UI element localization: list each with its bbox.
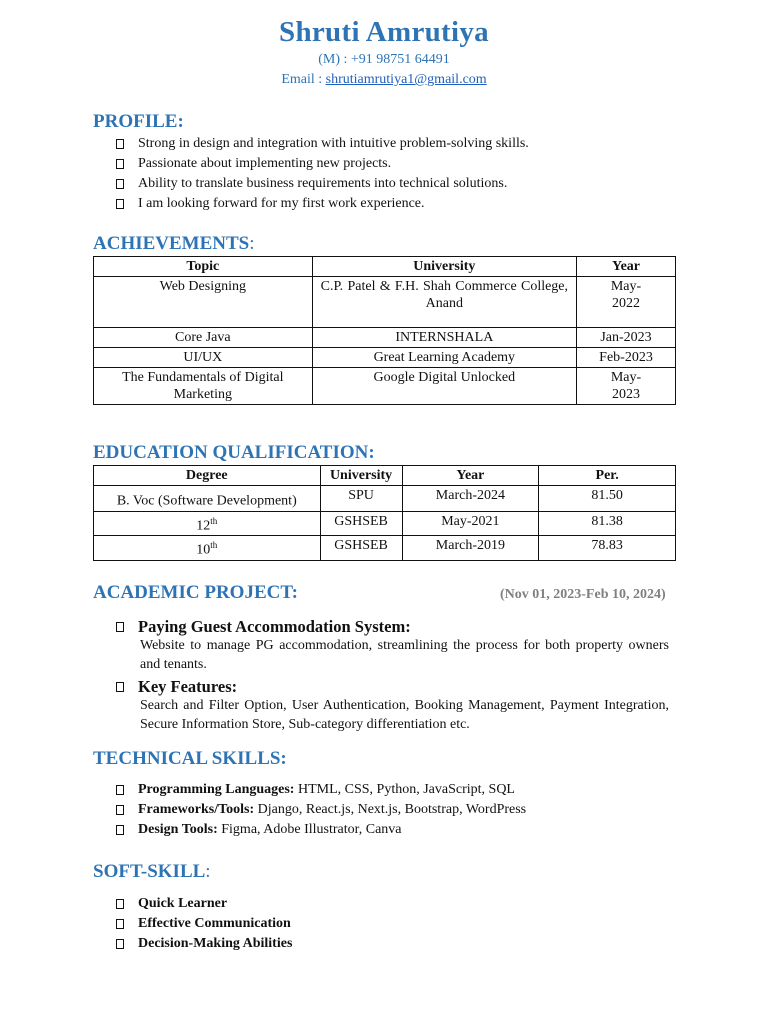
degree-text: 10 xyxy=(196,542,211,558)
list-item xyxy=(116,194,529,214)
column-header: Per. xyxy=(539,466,676,486)
soft-skills-heading-colon: : xyxy=(205,861,211,882)
bullet-icon xyxy=(116,785,124,795)
table-cell: 81.50 xyxy=(539,486,676,512)
table-row xyxy=(94,486,676,512)
bullet-icon xyxy=(116,622,124,632)
column-header: University xyxy=(320,466,402,486)
table-cell: INTERNSHALA xyxy=(312,328,576,348)
degree-text: 12 xyxy=(196,518,211,534)
list-item xyxy=(116,894,292,914)
column-header: Year xyxy=(577,257,676,277)
skill-label: Programming Languages: xyxy=(138,782,295,797)
skill-label: Frameworks/Tools: xyxy=(138,802,255,817)
bullet-icon xyxy=(116,899,124,909)
list-item-text: Strong in design and integration with intuitive problem-solving skills. xyxy=(138,136,529,151)
column-header: Degree xyxy=(94,466,321,486)
bullet-icon xyxy=(116,919,124,929)
bullet-icon xyxy=(116,825,124,835)
table-cell xyxy=(94,486,321,512)
project-section xyxy=(116,617,669,734)
project-heading: ACADEMIC PROJECT: xyxy=(93,582,298,603)
table-header-row xyxy=(94,466,676,486)
table-cell: Core Java xyxy=(94,328,313,348)
degree-suffix: th xyxy=(210,540,218,551)
project-description: Website to manage PG accommodation, streamlining the process for both property owners and tenants. xyxy=(140,638,669,672)
skills-heading: TECHNICAL SKILLS: xyxy=(93,748,287,769)
list-item-text: Passionate about implementing new projects. xyxy=(138,156,392,171)
features-description: Search and Filter Option, User Authentication, Booking Management, Payment Integration, Secure Information Store, Sub-category differentiation etc. xyxy=(140,698,669,732)
features-title-text: Key Features: xyxy=(138,677,238,696)
table-cell: C.P. Patel & F.H. Shah Commerce College, Anand xyxy=(312,277,576,328)
table-cell xyxy=(94,511,321,536)
table-cell: 78.83 xyxy=(539,536,676,561)
bullet-icon xyxy=(116,199,124,209)
achievements-heading-text: ACHIEVEMENTS xyxy=(93,233,250,254)
degree-suffix: th xyxy=(210,515,218,526)
table-cell: May-2023 xyxy=(577,368,676,405)
table-cell: 81.38 xyxy=(539,511,676,536)
table-row xyxy=(94,348,676,368)
table-row xyxy=(94,277,676,328)
list-item xyxy=(116,914,292,934)
table-cell: Jan-2023 xyxy=(577,328,676,348)
email-label: Email : xyxy=(281,72,326,87)
project-date-range: (Nov 01, 2023-Feb 10, 2024) xyxy=(500,587,666,602)
list-item-text: Ability to translate business requirements into technical solutions. xyxy=(138,176,508,191)
list-item-text: Effective Communication xyxy=(138,916,291,931)
soft-skills-heading-text: SOFT-SKILL xyxy=(93,861,206,882)
project-title-text: Paying Guest Accommodation System: xyxy=(138,617,411,636)
soft-skills-list xyxy=(116,894,292,954)
table-cell: GSHSEB xyxy=(320,511,402,536)
table-cell xyxy=(94,536,321,561)
list-item-text: Quick Learner xyxy=(138,896,228,911)
table-cell: Google Digital Unlocked xyxy=(312,368,576,405)
achievements-heading-colon: : xyxy=(249,233,255,254)
list-item xyxy=(116,934,292,954)
bullet-icon xyxy=(116,139,124,149)
bullet-icon xyxy=(116,805,124,815)
list-item xyxy=(116,174,529,194)
email-link[interactable]: shrutiamrutiya1@gmail.com xyxy=(325,72,487,87)
soft-skills-heading xyxy=(93,861,211,883)
table-row xyxy=(94,328,676,348)
table-cell: March-2024 xyxy=(402,486,539,512)
bullet-icon xyxy=(116,179,124,189)
list-item xyxy=(116,154,529,174)
candidate-name: Shruti Amrutiya xyxy=(279,16,489,48)
list-item xyxy=(116,134,529,154)
list-item xyxy=(116,800,526,820)
skill-label: Design Tools: xyxy=(138,822,218,837)
table-row xyxy=(94,368,676,405)
profile-heading: PROFILE: xyxy=(93,111,184,132)
table-cell: SPU xyxy=(320,486,402,512)
column-header: Year xyxy=(402,466,539,486)
profile-list xyxy=(116,134,529,214)
table-cell: The Fundamentals of Digital Marketing xyxy=(94,368,313,405)
skill-value: Figma, Adobe Illustrator, Canva xyxy=(217,822,402,837)
skill-value: HTML, CSS, Python, JavaScript, SQL xyxy=(294,782,515,797)
table-cell: May-2021 xyxy=(402,511,539,536)
table-row xyxy=(94,536,676,561)
list-item xyxy=(116,780,526,800)
table-cell: March-2019 xyxy=(402,536,539,561)
table-cell: Web Designing xyxy=(94,277,313,328)
table-cell: UI/UX xyxy=(94,348,313,368)
skill-value: Django, React.js, Next.js, Bootstrap, WordPress xyxy=(254,802,527,817)
bullet-icon xyxy=(116,159,124,169)
column-header: Topic xyxy=(94,257,313,277)
features-title xyxy=(116,677,669,697)
email-line xyxy=(0,72,768,88)
list-item xyxy=(116,820,526,840)
table-cell: GSHSEB xyxy=(320,536,402,561)
bullet-icon xyxy=(116,939,124,949)
skills-list xyxy=(116,780,526,840)
education-table xyxy=(93,465,676,561)
project-title xyxy=(116,617,669,637)
list-item-text: I am looking forward for my first work experience. xyxy=(138,196,425,211)
degree-text: B. Voc (Software Development) xyxy=(116,493,297,509)
table-cell: May-2022 xyxy=(577,277,676,328)
phone-number: (M) : +91 98751 64491 xyxy=(318,52,450,67)
bullet-icon xyxy=(116,682,124,692)
list-item-text: Decision-Making Abilities xyxy=(138,936,293,951)
education-heading: EDUCATION QUALIFICATION: xyxy=(93,442,375,463)
column-header: University xyxy=(312,257,576,277)
table-cell: Great Learning Academy xyxy=(312,348,576,368)
table-row xyxy=(94,511,676,536)
achievements-table xyxy=(93,256,676,405)
table-header-row xyxy=(94,257,676,277)
achievements-heading xyxy=(93,233,255,255)
table-cell: Feb-2023 xyxy=(577,348,676,368)
